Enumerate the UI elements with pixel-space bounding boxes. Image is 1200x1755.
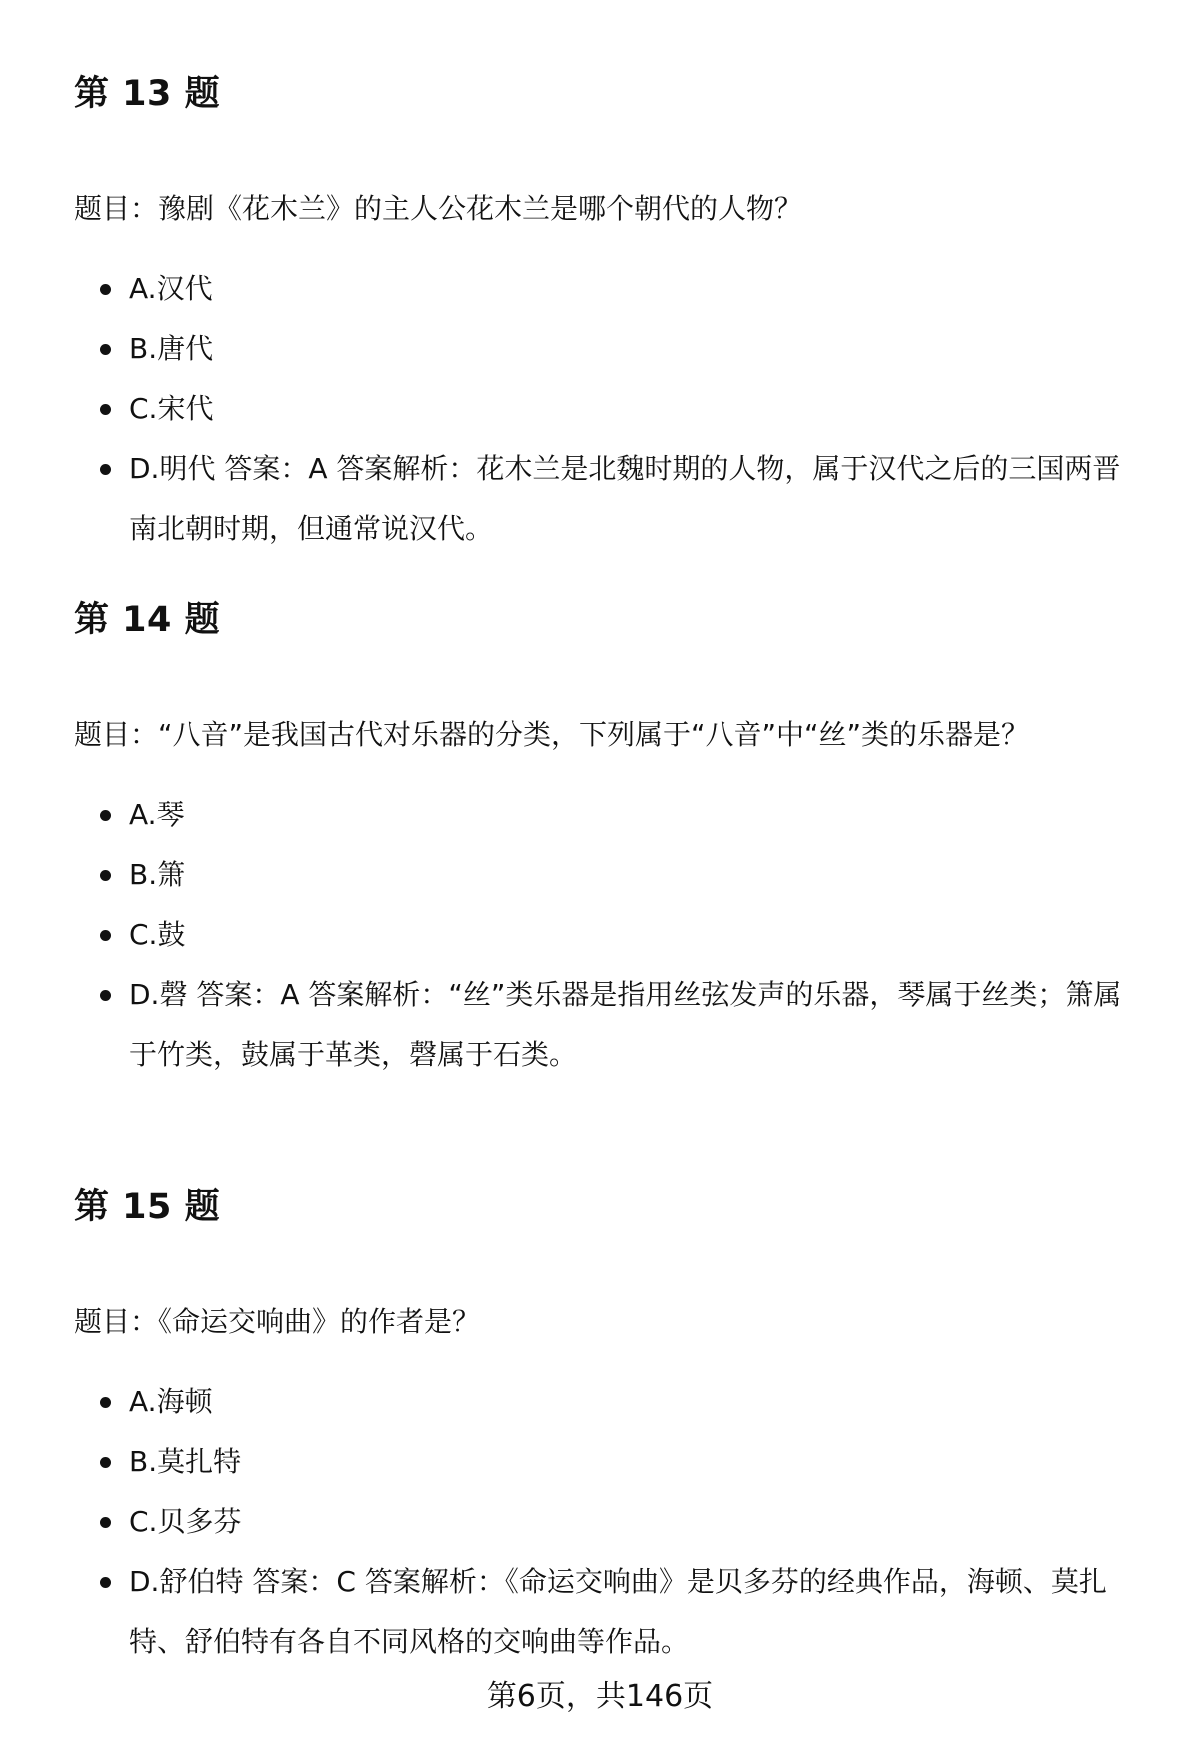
option-text: C.贝多芬 <box>129 1505 242 1538</box>
option-text: A.琴 <box>129 798 185 831</box>
question-stem: 题目：豫剧《花木兰》的主人公花木兰是哪个朝代的人物？ <box>74 192 803 225</box>
bullet-icon <box>100 810 111 821</box>
option-d-with-answer <box>74 439 1154 559</box>
bullet-icon <box>100 404 111 415</box>
option-d-with-answer <box>74 1552 1154 1672</box>
question-15 <box>74 1177 1154 1672</box>
option-text: D.磬 答案：A 答案解析：“丝”类乐器是指用丝弦发声的乐器，琴属于丝类；箫属于竹类，鼓属于革类，磬属于石类。 <box>129 978 1122 1071</box>
question-heading: 第 15 题 <box>74 1187 221 1227</box>
option-list <box>74 785 1154 1085</box>
option-list <box>74 259 1154 559</box>
option-b <box>74 845 1154 905</box>
option-text: C.鼓 <box>129 918 186 951</box>
option-a <box>74 785 1154 845</box>
option-b <box>74 319 1154 379</box>
option-text: D.明代 答案：A 答案解析：花木兰是北魏时期的人物，属于汉代之后的三国两晋南北朝时期，但通常说汉代。 <box>129 452 1121 545</box>
option-d-with-answer <box>74 965 1154 1085</box>
option-c <box>74 379 1154 439</box>
option-text: B.箫 <box>129 858 186 891</box>
bullet-icon <box>100 1457 111 1468</box>
question-14 <box>74 590 1154 1085</box>
bullet-icon <box>100 1397 111 1408</box>
bullet-icon <box>100 464 111 475</box>
option-text: D.舒伯特 答案：C 答案解析：《命运交响曲》是贝多芬的经典作品，海顿、莫扎特、舒伯特有各自不同风格的交响曲等作品。 <box>129 1565 1107 1658</box>
option-text: B.莫扎特 <box>129 1445 242 1478</box>
bullet-icon <box>100 1517 111 1528</box>
question-stem: 题目：《命运交响曲》的作者是？ <box>74 1305 481 1338</box>
option-text: A.海顿 <box>129 1385 213 1418</box>
option-a <box>74 259 1154 319</box>
bullet-icon <box>100 344 111 355</box>
bullet-icon <box>100 284 111 295</box>
bullet-icon <box>100 870 111 881</box>
question-stem: 题目：“八音”是我国古代对乐器的分类，下列属于“八音”中“丝”类的乐器是？ <box>74 718 1030 751</box>
option-text: A.汉代 <box>129 272 213 305</box>
question-heading: 第 14 题 <box>74 600 221 640</box>
option-a <box>74 1372 1154 1432</box>
option-list <box>74 1372 1154 1672</box>
question-13 <box>74 64 1154 559</box>
option-text: B.唐代 <box>129 332 214 365</box>
bullet-icon <box>100 930 111 941</box>
page-number-footer: 第6页，共146页 <box>486 1679 714 1714</box>
option-text: C.宋代 <box>129 392 214 425</box>
question-heading: 第 13 题 <box>74 74 221 114</box>
option-c <box>74 905 1154 965</box>
bullet-icon <box>100 1577 111 1588</box>
option-b <box>74 1432 1154 1492</box>
bullet-icon <box>100 990 111 1001</box>
option-c <box>74 1492 1154 1552</box>
